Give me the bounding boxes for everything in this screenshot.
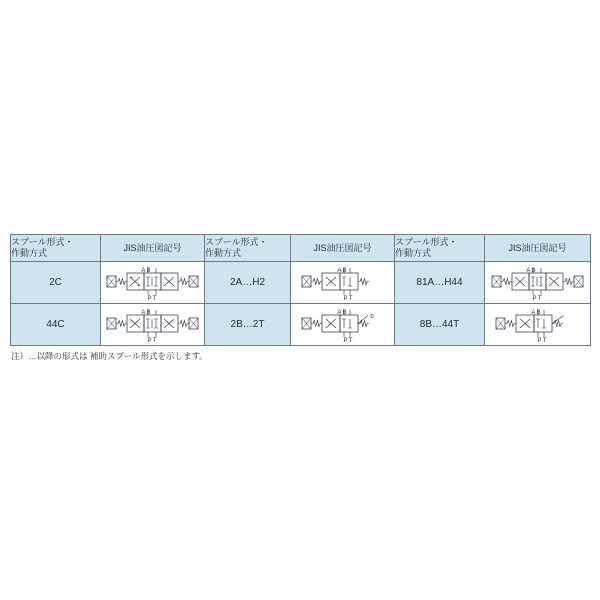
spool-name-2c: 2C	[11, 262, 101, 304]
port-labels-top: A B	[336, 309, 347, 316]
header-spool-type-2	[205, 235, 291, 262]
spool-name-2b-2t: 2B…2T	[205, 304, 291, 346]
header-spool-type-1	[11, 235, 101, 262]
table-row	[11, 304, 591, 346]
valve-symbol-diagram	[298, 265, 388, 301]
table-row	[11, 262, 591, 304]
spool-name-44c: 44C	[11, 304, 101, 346]
header-jis-symbol-2: JIS油圧図記号	[291, 235, 395, 262]
spool-name-2a-h2: 2A…H2	[205, 262, 291, 304]
port-labels-top: A B	[336, 267, 347, 274]
symbol-cell-44c	[101, 304, 205, 346]
port-labels-bottom: P T	[342, 337, 353, 343]
valve-symbol-diagram	[105, 265, 201, 301]
valve-symbol-diagram	[105, 307, 201, 343]
symbol-cell-81a-h44	[485, 262, 591, 304]
valve-symbol-diagram	[492, 307, 584, 343]
port-labels-top: A B	[530, 309, 541, 316]
symbol-cell-8b-44t	[485, 304, 591, 346]
header-spool-type-3	[395, 235, 485, 262]
symbol-cell-2c	[101, 262, 205, 304]
symbol-cell-2a-h2	[291, 262, 395, 304]
header-jis-symbol-3: JIS油圧図記号	[485, 235, 591, 262]
symbol-wrapper	[485, 262, 590, 303]
header-line-1: スプール形式・	[205, 237, 268, 247]
header-line-1: スプール形式・	[11, 237, 74, 247]
spool-name-81a-h44: 81A…H44	[395, 262, 485, 304]
spool-symbol-sheet	[10, 234, 590, 362]
port-labels-top: A B	[525, 267, 536, 274]
port-labels-bottom: P T	[342, 295, 353, 301]
table-footnote: 注）…以降の形式は 補助スプール形式を示します。	[11, 351, 208, 361]
header-line-2: 作動方式	[395, 248, 432, 258]
spool-table	[10, 234, 591, 346]
symbol-cell-2b-2t	[291, 304, 395, 346]
symbol-wrapper	[101, 262, 204, 303]
header-jis-symbol-1: JIS油圧図記号	[101, 235, 205, 262]
valve-symbol-diagram	[298, 307, 388, 343]
lever-label: b	[369, 313, 374, 320]
port-labels-top: A B	[140, 267, 151, 274]
symbol-wrapper	[291, 304, 394, 345]
symbol-wrapper	[291, 262, 394, 303]
spool-name-8b-44t: 8B…44T	[395, 304, 485, 346]
port-labels-top: A B	[140, 309, 151, 316]
valve-symbol-diagram	[490, 265, 586, 301]
symbol-wrapper	[101, 304, 204, 345]
port-labels-bottom: P T	[536, 337, 547, 343]
port-labels-bottom: P T	[146, 295, 157, 301]
port-labels-bottom: P T	[531, 295, 542, 301]
header-line-1: スプール形式・	[395, 237, 458, 247]
table-header-row	[11, 235, 591, 262]
header-line-2: 作動方式	[11, 248, 48, 258]
port-labels-bottom: P T	[146, 337, 157, 343]
symbol-wrapper	[485, 304, 590, 345]
header-line-2: 作動方式	[205, 248, 242, 258]
